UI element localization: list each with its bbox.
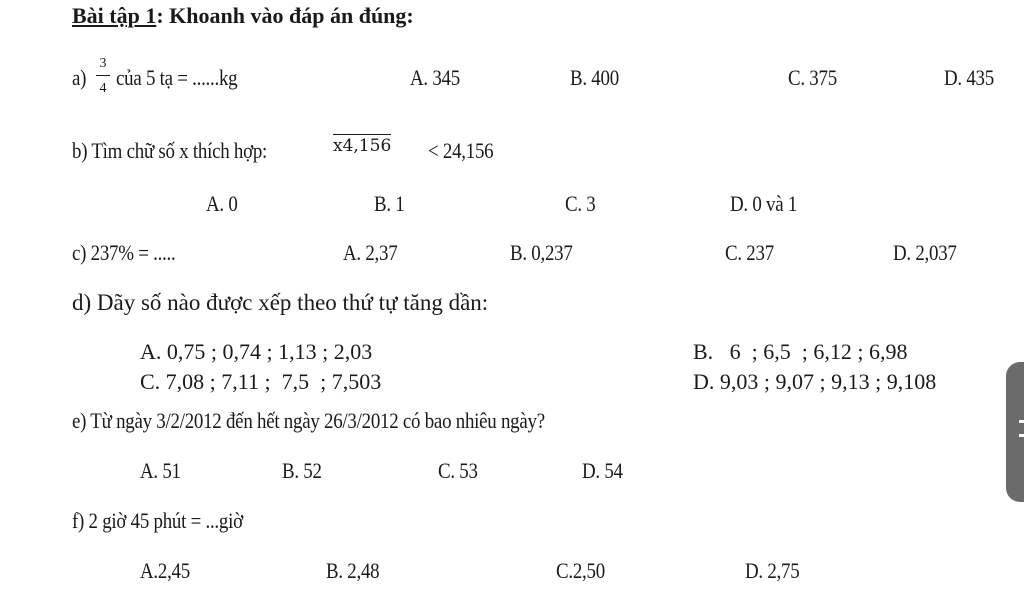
question-f-text: f) 2 giờ 45 phút = ...giờ bbox=[72, 508, 243, 533]
tab-grip-icon-bottom bbox=[1019, 434, 1024, 437]
question-a-option-d[interactable]: D. 435 bbox=[944, 65, 994, 90]
question-a-fraction-denominator: 4 bbox=[99, 81, 107, 96]
question-a-option-b[interactable]: B. 400 bbox=[570, 65, 619, 90]
question-e-option-a[interactable]: A. 51 bbox=[140, 458, 181, 483]
question-e-option-b[interactable]: B. 52 bbox=[282, 458, 322, 483]
question-d-option-c[interactable]: C. 7,08 ; 7,11 ; 7,5 ; 7,503 bbox=[140, 369, 382, 394]
question-a-prefix: a) bbox=[72, 65, 87, 90]
side-pull-tab[interactable] bbox=[1006, 362, 1024, 502]
tab-grip-icon-top bbox=[1019, 420, 1024, 423]
question-c-text: c) 237% = ..... bbox=[72, 240, 176, 265]
question-b-overline-number: x4,156 bbox=[333, 136, 392, 156]
question-b-relation: < 24,156 bbox=[428, 138, 494, 163]
question-c-option-a[interactable]: A. 2,37 bbox=[343, 240, 398, 265]
question-d-option-a[interactable]: A. 0,75 ; 0,74 ; 1,13 ; 2,03 bbox=[140, 339, 373, 364]
question-b-option-d[interactable]: D. 0 và 1 bbox=[730, 191, 798, 216]
question-e-option-c[interactable]: C. 53 bbox=[438, 458, 478, 483]
question-c-option-b[interactable]: B. 0,237 bbox=[510, 240, 573, 265]
question-d-option-d[interactable]: D. 9,03 ; 9,07 ; 9,13 ; 9,108 bbox=[693, 369, 937, 394]
question-a-fraction-bar bbox=[96, 75, 110, 76]
question-b-option-c[interactable]: C. 3 bbox=[565, 191, 596, 216]
question-f-option-d[interactable]: D. 2,75 bbox=[745, 558, 800, 583]
question-a-option-c[interactable]: C. 375 bbox=[788, 65, 837, 90]
question-e-text: e) Từ ngày 3/2/2012 đến hết ngày 26/3/2012 có bao nhiêu ngày? bbox=[72, 408, 545, 433]
question-c-option-d[interactable]: D. 2,037 bbox=[893, 240, 957, 265]
question-b-option-b[interactable]: B. 1 bbox=[374, 191, 405, 216]
question-f-option-b[interactable]: B. 2,48 bbox=[326, 558, 380, 583]
question-a-option-a[interactable]: A. 345 bbox=[410, 65, 460, 90]
question-b-option-a[interactable]: A. 0 bbox=[206, 191, 238, 216]
question-d-text: d) Dãy số nào được xếp theo thứ tự tăng dần: bbox=[72, 290, 489, 315]
question-e-option-d[interactable]: D. 54 bbox=[582, 458, 623, 483]
question-f-option-c[interactable]: C.2,50 bbox=[556, 558, 605, 583]
exercise-title-label: Bài tập 1 bbox=[72, 3, 157, 28]
question-d-option-b[interactable]: B. 6 ; 6,5 ; 6,12 ; 6,98 bbox=[693, 339, 908, 364]
question-b-text: b) Tìm chữ số x thích hợp: bbox=[72, 138, 268, 163]
exercise-title-rest: : Khoanh vào đáp án đúng: bbox=[156, 3, 414, 28]
question-f-option-a[interactable]: A.2,45 bbox=[140, 558, 190, 583]
question-a-fraction-numerator: 3 bbox=[99, 56, 107, 71]
exercise-title bbox=[72, 5, 414, 27]
question-a-text: của 5 tạ = ......kg bbox=[116, 65, 238, 90]
question-c-option-c[interactable]: C. 237 bbox=[725, 240, 774, 265]
